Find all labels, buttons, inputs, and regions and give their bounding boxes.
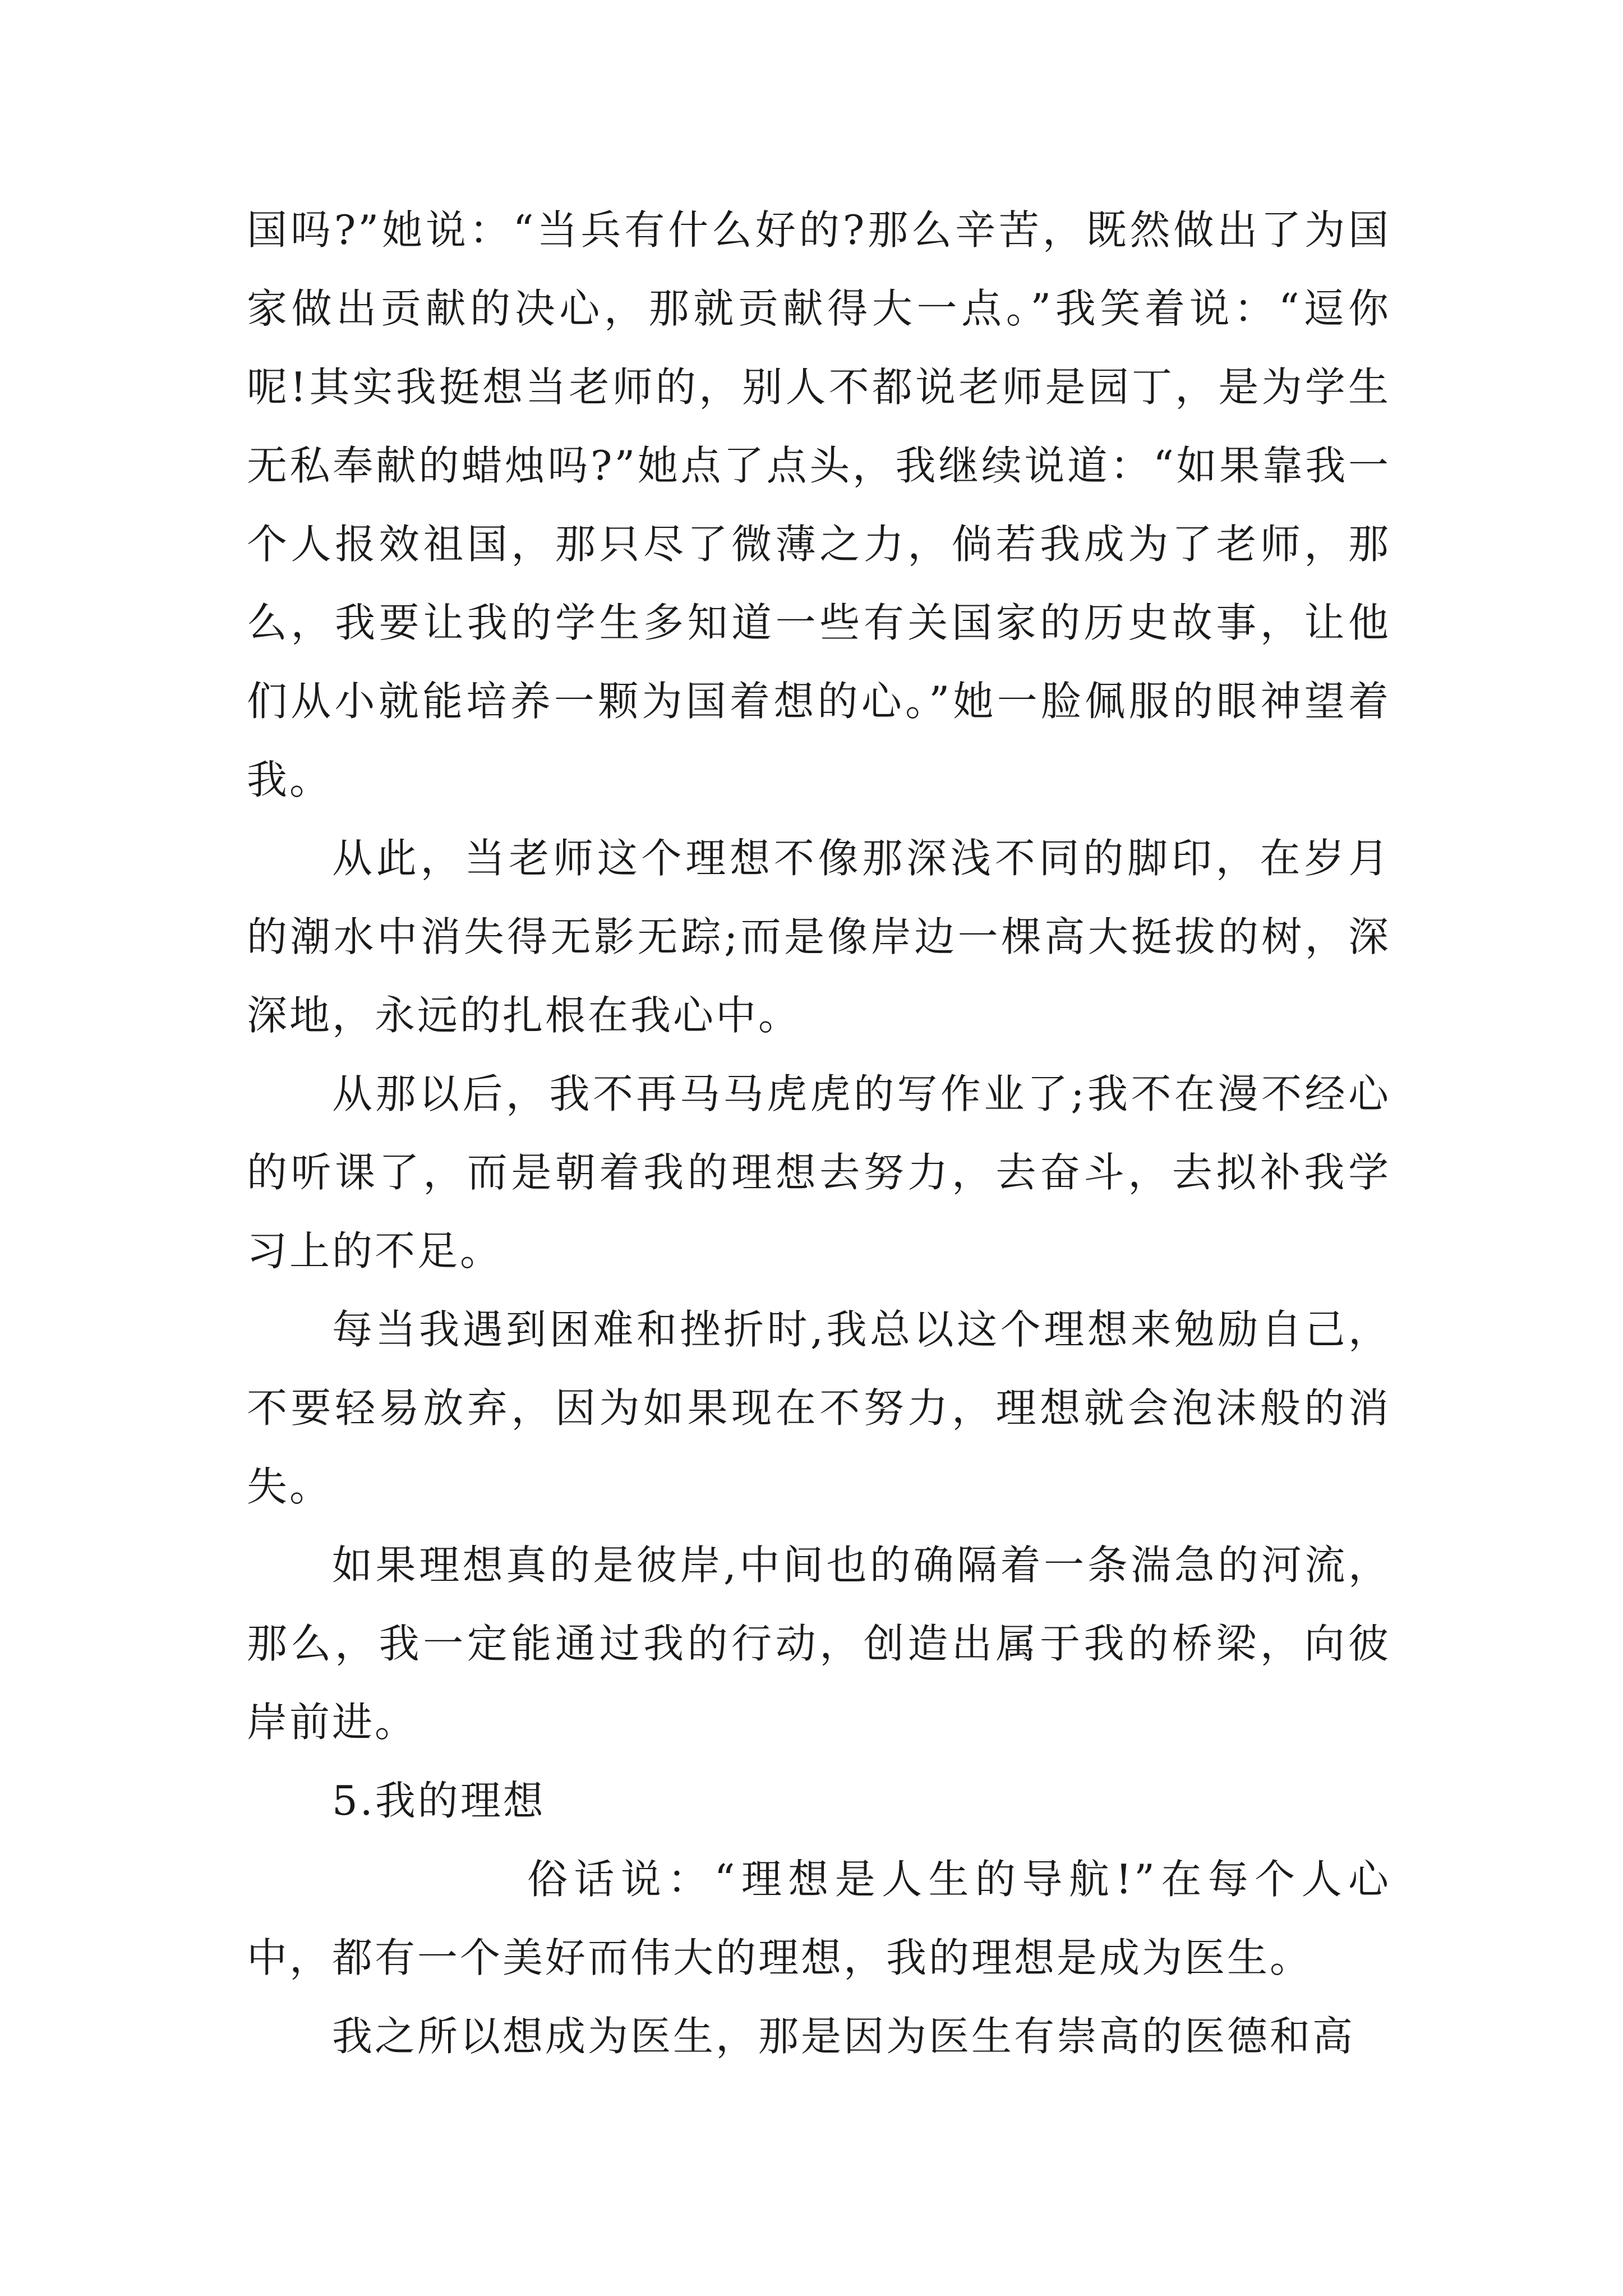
paragraph-doctor-reason: 我之所以想成为医生，那是因为医生有崇高的医德和高 (332, 2013, 1355, 2060)
paragraph-study-effort: 从那以后，我不再马马虎虎的写作业了;我不在漫不经心的听课了，而是朝着我的理想去努力，去奋斗，去拟补我学习上的不足。 (247, 1070, 1391, 1274)
paragraph-encourage-self: 每当我遇到困难和挫折时,我总以这个理想来勉励自己，不要轻易放弃，因为如果现在不努力，理想就会泡沫般的消失。 (247, 1306, 1391, 1510)
paragraph-ideal-teacher: 从此，当老师这个理想不像那深浅不同的脚印，在岁月的潮水中消失得无影无踪;而是像岸边一棵高大挺拔的树，深深地，永远的扎根在我心中。 (247, 835, 1391, 1039)
paragraph-proverb: 俗话说：“理想是人生的导航!”在每个人心中，都有一个美好而伟大的理想，我的理想是成为医生。 (247, 1856, 1391, 1981)
document-body (247, 191, 1391, 2076)
paragraph-continuation: 国吗?”她说：“当兵有什么好的?那么辛苦，既然做出了为国家做出贡献的决心，那就贡献得大一点。”我笑着说：“逗你呢!其实我挺想当老师的，别人不都说老师是园丁，是为学生无私奉献的蜡烛吗?”她点了点头，我继续说道：“如果靠我一个人报效祖国，那只尽了微薄之力，倘若我成为了老师，那么，我要让我的学生多知道一些有关国家的历史故事，让他们从小就能培养一颗为国着想的心。”她一脸佩服的眼神望着我。 (247, 206, 1391, 803)
section-heading: 5.我的理想 (332, 1777, 546, 1824)
paragraph-bridge: 如果理想真的是彼岸,中间也的确隔着一条湍急的河流，那么，我一定能通过我的行动，创造出属于我的桥梁，向彼岸前进。 (247, 1542, 1391, 1746)
